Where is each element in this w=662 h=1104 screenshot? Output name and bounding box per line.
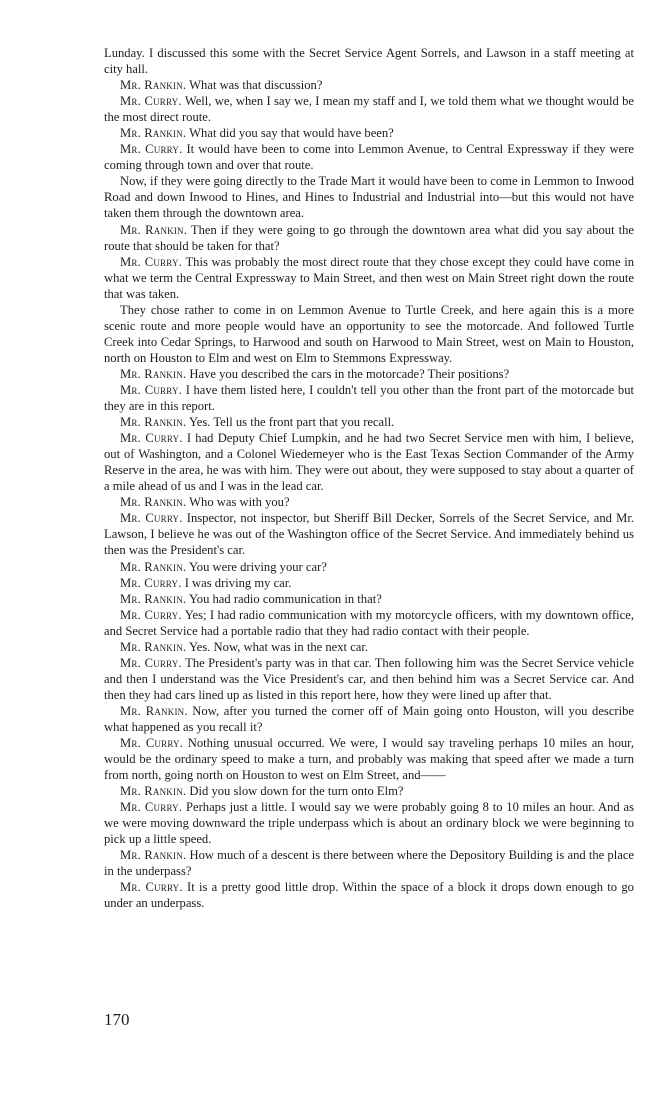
- paragraph-4: [104, 141, 634, 173]
- speaker-label: Mr. Rankin.: [120, 78, 187, 93]
- paragraph-19: [104, 639, 634, 655]
- paragraph-3: [104, 125, 634, 141]
- paragraph-15: [104, 559, 634, 575]
- paragraph-25: [104, 847, 634, 879]
- paragraph-text: Who was with you?: [189, 495, 290, 510]
- paragraph-26: [104, 879, 634, 911]
- speaker-label: Mr. Curry.: [120, 655, 182, 670]
- paragraph-6: [104, 222, 634, 254]
- paragraph-21: [104, 703, 634, 735]
- speaker-label: Mr. Curry.: [120, 142, 183, 157]
- paragraph-text: I have them listed here, I couldn't tell you other than the front part of the motorcade but they are in this report.: [104, 382, 634, 414]
- paragraph-text: The President's party was in that car. Then following him was the Secret Service vehicle and then I understand was the Vice President's car, and then behind him was a Secret Service car. And then they had cars lined up as listed in this report here, how they were lined up after that.: [104, 655, 634, 702]
- paragraph-text: Yes. Tell us the front part that you recall.: [188, 415, 395, 430]
- paragraph-22: [104, 735, 634, 783]
- paragraph-text: Well, we, when I say we, I mean my staff and I, we told them what we thought would be the most direct route.: [104, 94, 634, 125]
- paragraph-24: [104, 799, 634, 847]
- speaker-label: Mr. Curry.: [120, 94, 182, 109]
- paragraph-20: [104, 655, 634, 703]
- paragraph-text: They chose rather to come in on Lemmon Avenue to Turtle Creek, and here again this is a more scenic route and more people would have an opportunity to see the motorcade. And followed Turtle Creek into Cedar Springs, to Harwood and south on Harwood to Main Street, west on Main to Houston, north on Houston to Elm and west on Elm to Stemmons Expressway.: [104, 302, 634, 365]
- speaker-label: Mr. Curry.: [120, 880, 183, 895]
- paragraph-text: How much of a descent is there between where the Depository Building is and the place in the underpass?: [104, 848, 634, 879]
- paragraph-11: [104, 414, 634, 430]
- speaker-label: Mr. Curry.: [120, 511, 183, 526]
- paragraph-8: [104, 302, 634, 366]
- paragraph-text: What did you say that would have been?: [189, 126, 394, 141]
- paragraph-text: It would have been to come into Lemmon Avenue, to Central Expressway if they were coming through town and over that route.: [104, 142, 634, 173]
- paragraph-5: [104, 173, 634, 221]
- speaker-label: Mr. Rankin.: [120, 222, 188, 237]
- paragraph-17: [104, 591, 634, 607]
- paragraph-text: Yes; I had radio communication with my motorcycle officers, with my downtown office, and Secret Service had a portable radio that they had radio contact with their people.: [104, 607, 634, 638]
- paragraph-text: Perhaps just a little. I would say we were probably going 8 to 10 miles an hour. And as we were moving downward the triple underpass which is about an ordinary block we were beginning to pick up a little speed.: [104, 800, 635, 847]
- page-number: 170: [104, 1010, 130, 1029]
- paragraph-7: [104, 254, 634, 302]
- paragraph-text: Have you described the cars in the motorcade? Their positions?: [189, 366, 510, 381]
- speaker-label: Mr. Curry.: [120, 431, 183, 446]
- paragraph-text: Now, if they were going directly to the Trade Mart it would have been to come in Lemmon to Inwood Road and down Inwood to Hines, and Hines to Industrial and Industrial into—but this would not have taken them through the downtown area.: [104, 174, 634, 221]
- paragraph-text: It is a pretty good little drop. Within the space of a block it drops down enough to go under an underpass.: [104, 880, 634, 911]
- speaker-label: Mr. Curry.: [120, 382, 183, 397]
- paragraph-0: [104, 45, 634, 77]
- paragraph-12: [104, 430, 634, 494]
- paragraph-text: Did you slow down for the turn onto Elm?: [189, 784, 404, 799]
- speaker-label: Mr. Rankin.: [120, 366, 187, 381]
- speaker-label: Mr. Rankin.: [120, 703, 188, 718]
- paragraph-text: Yes. Now, what was in the next car.: [188, 639, 369, 654]
- paragraph-16: [104, 575, 634, 591]
- paragraph-text: Lunday. I discussed this some with the Secret Service Agent Sorrels, and Lawson in a staff meeting at city hall.: [104, 46, 634, 77]
- paragraph-text: This was probably the most direct route that they chose except they could have come in what we term the Central Expressway to Main Street, and then west on Main Street right down the route that was taken.: [104, 254, 634, 301]
- speaker-label: Mr. Curry.: [120, 736, 184, 751]
- speaker-label: Mr. Rankin.: [120, 415, 187, 430]
- speaker-label: Mr. Curry.: [120, 575, 182, 590]
- speaker-label: Mr. Rankin.: [120, 639, 187, 654]
- paragraph-text: Now, after you turned the corner off of Main going onto Houston, will you describe what happened as you recall it?: [104, 703, 634, 734]
- paragraph-text: Nothing unusual occurred. We were, I would say traveling perhaps 10 miles an hour, would be the ordinary speed to make a turn, and probably was making that speed after we made a turn from north, going north on Houston to west on Elm Street, and——: [104, 736, 634, 783]
- paragraph-2: [104, 93, 634, 125]
- paragraph-1: [104, 77, 634, 93]
- paragraph-13: [104, 494, 634, 510]
- testimony-page: [104, 45, 634, 912]
- speaker-label: Mr. Rankin.: [120, 559, 187, 574]
- speaker-label: Mr. Curry.: [120, 800, 183, 815]
- paragraph-text: I had Deputy Chief Lumpkin, and he had two Secret Service men with him, I believe, out of Washington, and a Colonel Wiedemeyer who is the East Texas Section Commander of the Army Reserve in the area, he was with him. They were out about, they were supposed to stay about a quarter of a mile ahead of us and I was in the lead car.: [104, 431, 634, 494]
- paragraph-23: [104, 783, 634, 799]
- paragraph-14: [104, 510, 634, 558]
- speaker-label: Mr. Rankin.: [120, 591, 187, 606]
- speaker-label: Mr. Curry.: [120, 607, 182, 622]
- speaker-label: Mr. Rankin.: [120, 495, 187, 510]
- paragraph-text: I was driving my car.: [184, 575, 292, 590]
- paragraph-text: Then if they were going to go through the downtown area what did you say about the route that should be taken for that?: [104, 222, 634, 253]
- paragraph-18: [104, 607, 634, 639]
- speaker-label: Mr. Rankin.: [120, 126, 187, 141]
- paragraph-text: Inspector, not inspector, but Sheriff Bill Decker, Sorrels of the Secret Service, and Mr. Lawson, I believe he was out of the Washington office of the Secret Service. And immediately behind us then was the President's car.: [104, 511, 634, 558]
- paragraph-text: You were driving your car?: [188, 559, 327, 574]
- speaker-label: Mr. Curry.: [120, 254, 183, 269]
- paragraph-text: You had radio communication in that?: [188, 591, 382, 606]
- paragraph-text: What was that discussion?: [189, 78, 323, 93]
- speaker-label: Mr. Rankin.: [120, 784, 187, 799]
- speaker-label: Mr. Rankin.: [120, 848, 187, 863]
- paragraph-10: [104, 382, 634, 414]
- paragraph-9: [104, 366, 634, 382]
